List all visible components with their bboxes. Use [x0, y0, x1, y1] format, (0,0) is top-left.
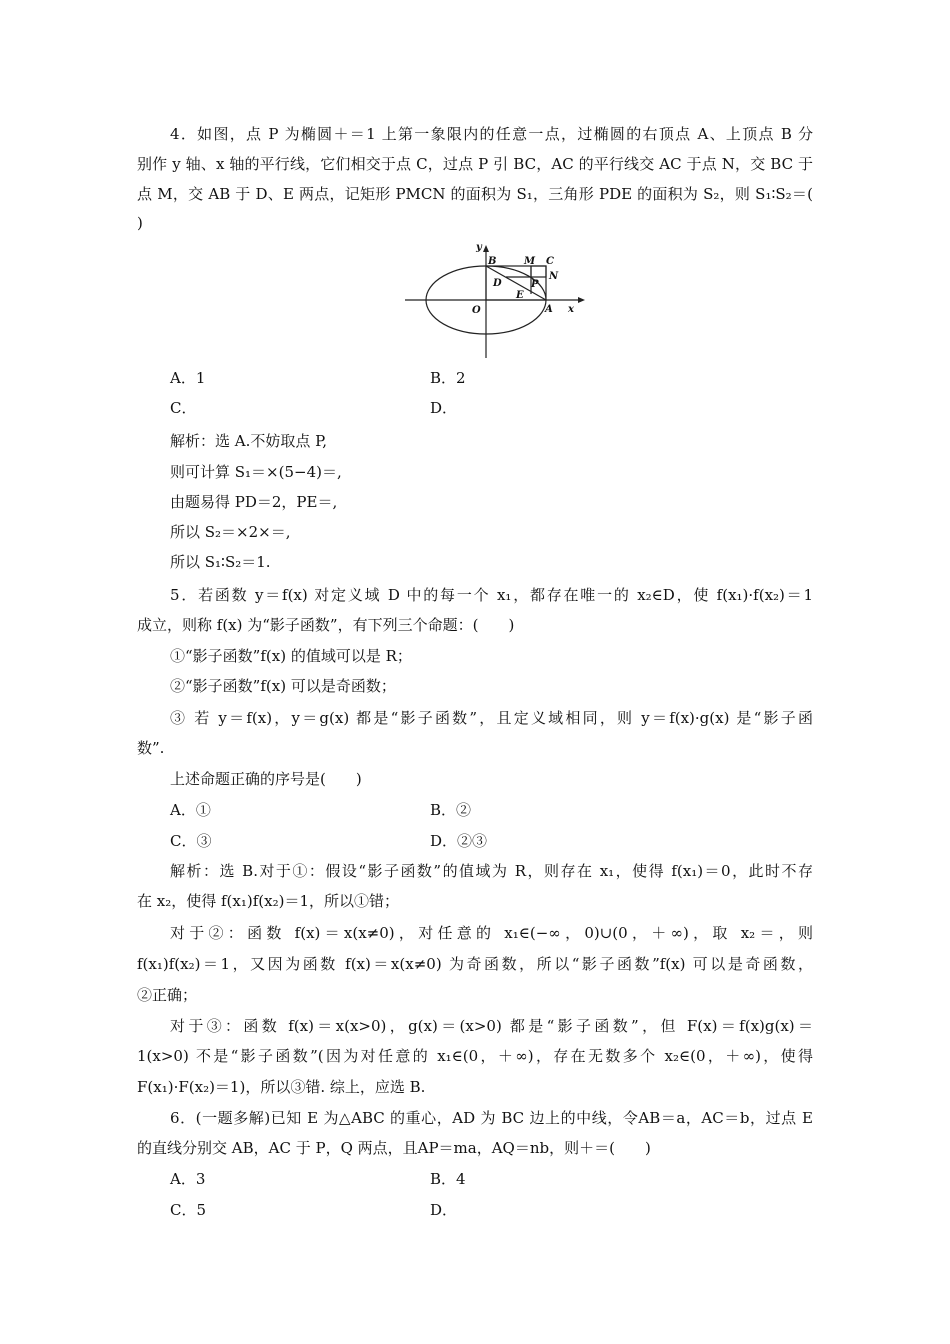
- q5-solution-8: F(x₁)·F(x₂)＝1)，所以③错. 综上，应选 B.: [137, 1078, 426, 1096]
- q5-solution-7: 1(x>0) 不是“影子函数”(因为对任意的 x₁∈(0，＋∞)，存在无数多个 x₂∈(0，＋∞)，使得: [137, 1047, 813, 1065]
- rectangle-PMCN: [531, 266, 546, 277]
- q4-line-4: ): [137, 214, 143, 232]
- q6-line-2: 的直线分别交 AB，AC 于 P，Q 两点，且AP＝ma，AQ＝nb，则＋＝( ): [137, 1139, 651, 1157]
- q5-line-7: 上述命题正确的序号是( ): [170, 770, 362, 788]
- q4-solution-3: 由题易得 PD＝2，PE＝,: [170, 493, 338, 511]
- label-D: D: [493, 278, 502, 289]
- q4-option-d: D．: [430, 399, 458, 417]
- label-P: P: [531, 279, 539, 290]
- q5-line-4: ②“影子函数”f(x) 可以是奇函数；: [170, 677, 396, 695]
- label-B: B: [488, 256, 497, 267]
- label-A: A: [545, 304, 553, 315]
- q5-option-a: A．①: [170, 801, 211, 819]
- q6-option-a: A．3: [170, 1170, 206, 1188]
- q6-option-d: D．: [430, 1201, 458, 1219]
- q4-option-a: A．1: [170, 369, 206, 387]
- x-axis-arrow: [578, 297, 585, 303]
- label-M: M: [524, 256, 536, 267]
- q5-option-b: B．②: [430, 801, 472, 819]
- q6-line-1: 6．(一题多解)已知 E 为△ABC 的重心，AD 为 BC 边上的中线，令AB＝a，AC＝b，过点 E: [170, 1109, 813, 1127]
- label-x: x: [568, 304, 574, 315]
- q4-option-b: B．2: [430, 369, 466, 387]
- q5-solution-2: 在 x₂，使得 f(x₁)f(x₂)＝1，所以①错；: [137, 892, 400, 910]
- q4-option-c: C．: [170, 399, 197, 417]
- q4-solution-5: 所以 S₁∶S₂＝1.: [170, 553, 271, 571]
- label-C: C: [546, 256, 554, 267]
- q5-solution-4: f(x₁)f(x₂)＝1，又因为函数 f(x)＝x(x≠0) 为奇函数，所以“影子函数”f(x) 可以是奇函数，: [137, 955, 813, 973]
- q5-line-3: ①“影子函数”f(x) 的值域可以是 R；: [170, 647, 412, 665]
- q5-line-2: 成立，则称 f(x) 为“影子函数”，有下列三个命题：( ): [137, 616, 515, 634]
- q4-solution-2: 则可计算 S₁＝×(5−4)＝,: [170, 463, 342, 481]
- q4-line-2: 别作 y 轴、x 轴的平行线，它们相交于点 C，过点 P 引 BC，AC 的平行线交 AC 于点 N，交 BC 于: [137, 155, 813, 173]
- q6-option-b: B．4: [430, 1170, 466, 1188]
- q5-solution-6: 对于③：函数 f(x)＝x(x>0)，g(x)＝(x>0) 都是“影子函数”，但 F(x)＝f(x)g(x)＝: [170, 1017, 813, 1035]
- q5-solution-5: ②正确；: [137, 986, 198, 1004]
- q5-line-1: 5．若函数 y＝f(x) 对定义域 D 中的每一个 x₁，都存在唯一的 x₂∈D，使 f(x₁)·f(x₂)＝1: [170, 586, 813, 604]
- q4-solution-1: 解析：选 A.不妨取点 P,: [170, 432, 327, 450]
- q5-solution-3: 对于②：函数 f(x)＝x(x≠0)，对任意的 x₁∈(−∞，0)∪(0，＋∞)，取 x₂＝，则: [170, 924, 813, 942]
- q5-option-d: D．②③: [430, 832, 488, 850]
- y-axis-arrow: [483, 245, 489, 252]
- q4-line-3: 点 M，交 AB 于 D、E 两点，记矩形 PMCN 的面积为 S₁，三角形 PDE 的面积为 S₂，则 S₁∶S₂＝(: [137, 185, 813, 203]
- q5-line-6: 数”.: [137, 739, 165, 757]
- q5-line-5: ③ 若 y＝f(x)，y＝g(x) 都是“影子函数”，且定义域相同，则 y＝f(x)·g(x) 是“影子函: [170, 709, 813, 727]
- label-O: O: [472, 305, 481, 316]
- label-E: E: [516, 290, 524, 301]
- label-y: y: [476, 242, 482, 253]
- q5-solution-1: 解析：选 B.对于①：假设“影子函数”的值域为 R，则存在 x₁，使得 f(x₁)＝0，此时不存: [170, 862, 813, 880]
- q6-option-c: C．5: [170, 1201, 207, 1219]
- q5-option-c: C．③: [170, 832, 212, 850]
- q4-line-1: 4．如图，点 P 为椭圆＋＝1 上第一象限内的任意一点，过椭圆的右顶点 A、上顶点 B 分: [170, 125, 813, 143]
- ellipse-figure: [400, 238, 590, 364]
- q4-solution-4: 所以 S₂＝×2×＝,: [170, 523, 291, 541]
- label-N: N: [549, 271, 559, 282]
